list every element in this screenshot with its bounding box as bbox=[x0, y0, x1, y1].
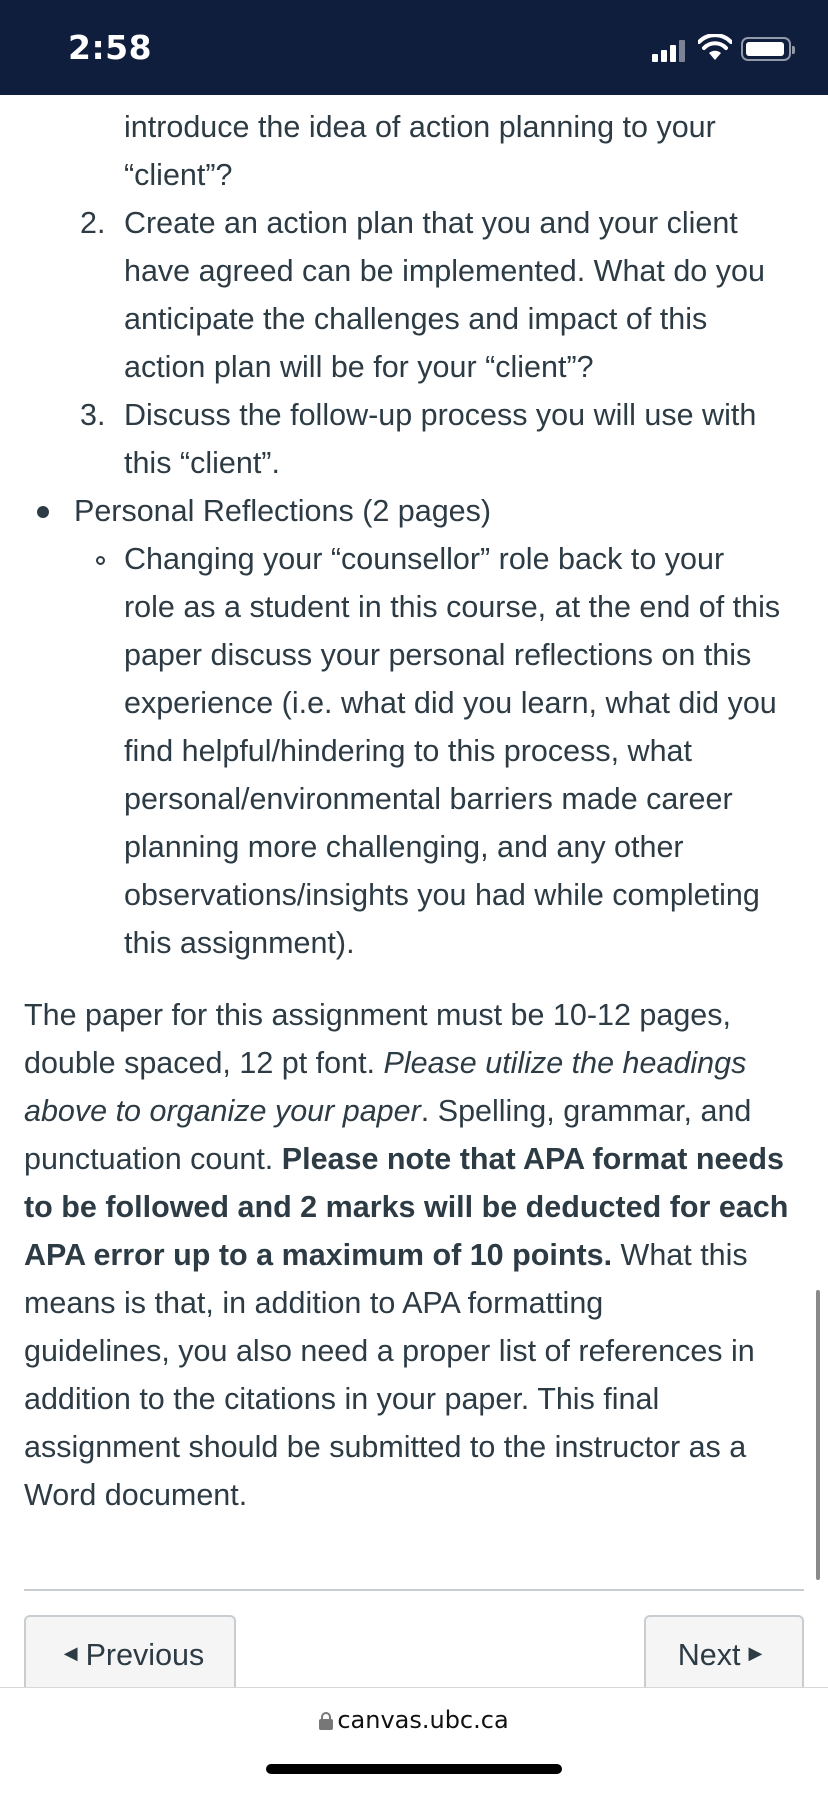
reflection-line: personal/environmental barriers made career bbox=[124, 782, 733, 816]
bullet-personal-reflections: Personal Reflections (2 pages) bbox=[74, 494, 492, 528]
requirements-line: punctuation count. Please note that APA format needs bbox=[24, 1142, 784, 1176]
requirements-line: above to organize your paper. Spelling, grammar, and bbox=[24, 1094, 752, 1128]
reflection-line: observations/insights you had while completing bbox=[124, 878, 760, 912]
list-item-2-line: have agreed can be implemented. What do you bbox=[124, 254, 765, 288]
divider bbox=[24, 1589, 804, 1591]
previous-arrow-icon: ◀ bbox=[63, 1642, 78, 1663]
requirements-line: addition to the citations in your paper. This final bbox=[24, 1382, 660, 1416]
list-item-2-line: action plan will be for your “client”? bbox=[124, 350, 594, 384]
reflection-line: find helpful/hindering to this process, what bbox=[124, 734, 692, 768]
list-item-2-line: anticipate the challenges and impact of this bbox=[124, 302, 708, 336]
wifi-icon bbox=[698, 34, 732, 62]
reflection-line: Changing your “counsellor” role back to your bbox=[124, 542, 725, 576]
list-item-2-line: Create an action plan that you and your client bbox=[124, 206, 738, 240]
bullet-icon bbox=[37, 506, 49, 518]
reflection-line: this assignment). bbox=[124, 926, 355, 960]
requirements-line: APA error up to a maximum of 10 points. What this bbox=[24, 1238, 748, 1272]
reflection-line: planning more challenging, and any other bbox=[124, 830, 684, 864]
next-label: Next bbox=[677, 1637, 741, 1672]
requirements-line: double spaced, 12 pt font. Please utilize the headings bbox=[24, 1046, 747, 1080]
battery-icon bbox=[741, 37, 791, 61]
sub-bullet-icon bbox=[96, 556, 105, 565]
requirements-line: assignment should be submitted to the instructor as a bbox=[24, 1430, 747, 1464]
home-indicator[interactable] bbox=[266, 1764, 562, 1774]
list-item-1-line: introduce the idea of action planning to your bbox=[124, 110, 716, 144]
requirements-line: to be followed and 2 marks will be deducted for each bbox=[24, 1190, 789, 1224]
scrollbar[interactable] bbox=[816, 1290, 820, 1580]
url-display[interactable] bbox=[0, 1706, 828, 1734]
reflection-line: experience (i.e. what did you learn, what did you bbox=[124, 686, 777, 720]
requirements-line: Word document. bbox=[24, 1478, 248, 1512]
status-bar bbox=[0, 0, 828, 95]
reflection-line: paper discuss your personal reflections on this bbox=[124, 638, 752, 672]
requirements-line: guidelines, you also need a proper list of references in bbox=[24, 1334, 755, 1368]
next-arrow-icon: ▶ bbox=[748, 1642, 763, 1663]
list-item-3-line: this “client”. bbox=[124, 446, 280, 480]
browser-url-bar[interactable] bbox=[0, 1687, 828, 1793]
previous-button[interactable] bbox=[24, 1615, 236, 1687]
requirements-line: The paper for this assignment must be 10-12 pages, bbox=[24, 998, 731, 1032]
list-item-3-line: Discuss the follow-up process you will use with bbox=[124, 398, 757, 432]
assignment-content[interactable] bbox=[0, 95, 828, 1687]
requirements-line: means is that, in addition to APA formatting bbox=[24, 1286, 604, 1320]
status-time: 2:58 bbox=[68, 28, 153, 67]
list-number: 3. bbox=[80, 398, 106, 432]
list-number: 2. bbox=[80, 206, 106, 240]
reflection-line: role as a student in this course, at the end of this bbox=[124, 590, 781, 624]
list-item-1-line: “client”? bbox=[124, 158, 233, 192]
cellular-signal-icon bbox=[652, 38, 688, 62]
lock-icon bbox=[319, 1712, 333, 1730]
next-button[interactable] bbox=[644, 1615, 804, 1687]
url-text: canvas.ubc.ca bbox=[337, 1706, 509, 1734]
previous-label: Previous bbox=[85, 1637, 205, 1672]
